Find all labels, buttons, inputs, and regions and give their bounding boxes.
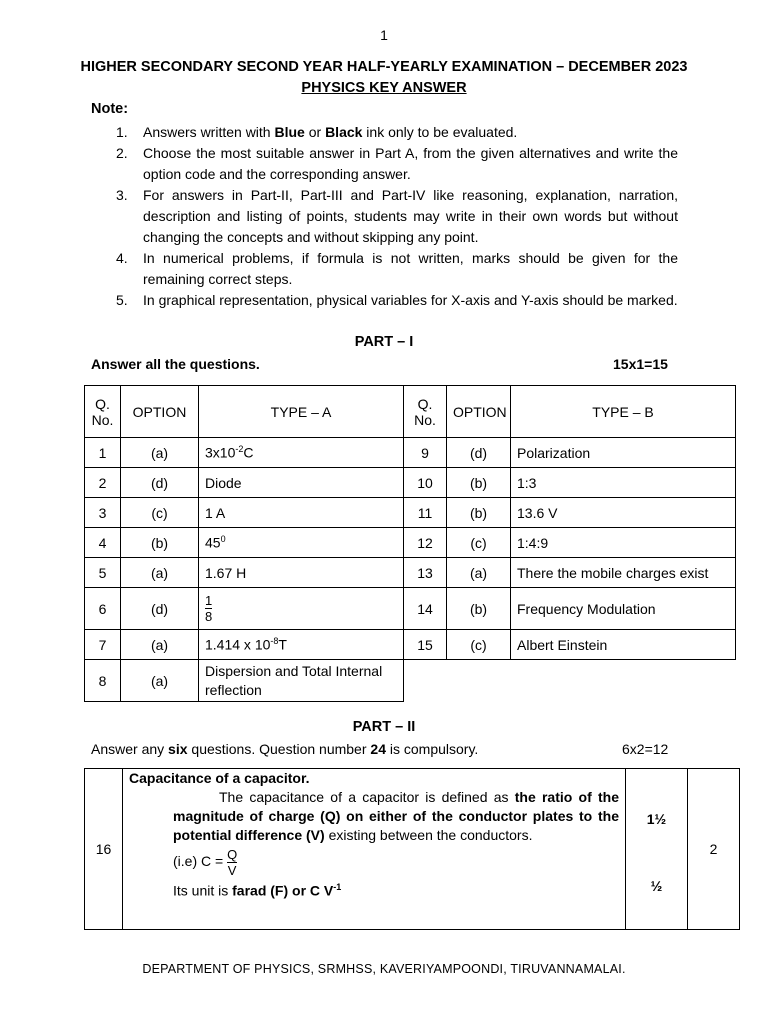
qno-cell: 4 (85, 528, 121, 558)
definition-text: The capacitance of a capacitor is defined as the ratio of the magnitude of charge (Q) on either of the conductor plates to the potential difference (V) existing between the conductors. (173, 789, 619, 843)
note-heading: Note: (91, 101, 129, 117)
marks-cell (626, 769, 688, 930)
table-row (85, 468, 736, 498)
note-item (116, 185, 678, 248)
option-header: OPTION (447, 386, 511, 438)
footer: DEPARTMENT OF PHYSICS, SRMHSS, KAVERIYAMPOONDI, TIRUVANNAMALAI. (142, 962, 626, 976)
answer-cell: 13.6 V (511, 498, 736, 528)
option-cell: (a) (121, 558, 199, 588)
option-cell: (c) (447, 528, 511, 558)
table-row (85, 769, 740, 930)
answer-cell: Diode (199, 468, 404, 498)
table-row (85, 630, 736, 660)
answer-cell: $3x10^{-2}C$ (199, 438, 404, 468)
fraction: $\frac{1}{8}$ (205, 593, 213, 624)
note-text: Answers written with (143, 124, 275, 140)
qno-cell: 15 (404, 630, 447, 660)
answer-cell: 1:3 (511, 468, 736, 498)
part2-title: PART – II (352, 719, 416, 735)
note-number: 4. (116, 250, 128, 266)
qno-header: Q. No. (404, 386, 447, 438)
part1-marks: 15x1=15 (613, 356, 668, 372)
option-cell: (b) (447, 498, 511, 528)
option-cell: (c) (447, 630, 511, 660)
unit-text: Its unit is farad (F) or C $V^{-1}$ (173, 882, 342, 899)
qno-cell: 7 (85, 630, 121, 660)
answer-cell: 1:4:9 (511, 528, 736, 558)
option-cell: (d) (121, 468, 199, 498)
option-cell: (a) (121, 630, 199, 660)
answer-cell (123, 769, 626, 930)
note-bold-text: Blue (274, 124, 305, 140)
qno-cell: 16 (85, 769, 123, 930)
total-marks-cell: 2 (688, 769, 740, 930)
empty-cell (447, 660, 511, 702)
qno-header: Q. No. (85, 386, 121, 438)
note-text: or (304, 124, 326, 140)
q16-table (84, 768, 740, 930)
table-row (85, 660, 736, 702)
answer-cell: 1 A (199, 498, 404, 528)
answer-cell: Frequency Modulation (511, 588, 736, 630)
option-cell: (a) (121, 438, 199, 468)
part1-table (84, 385, 736, 702)
qno-cell: 8 (85, 660, 121, 702)
table-row (85, 438, 736, 468)
answer-cell: Polarization (511, 438, 736, 468)
option-header: OPTION (121, 386, 199, 438)
note-text: In graphical representation, physical variables for X-axis and Y-axis should be marked. (143, 292, 678, 308)
answer-cell: 1.67 H (199, 558, 404, 588)
note-item (116, 143, 678, 185)
part2-instruction: Answer any six questions. Question number 24 is compulsory. (91, 741, 479, 757)
exam-title: HIGHER SECONDARY SECOND YEAR HALF-YEARLY EXAMINATION – DECEMBER 2023 (80, 59, 688, 75)
qno-cell: 3 (85, 498, 121, 528)
note-bold-text: Black (325, 124, 363, 140)
answer-cell: $45^0$ (199, 528, 404, 558)
part1-instruction: Answer all the questions. (91, 356, 260, 372)
note-item (116, 122, 678, 143)
mark-value: ½ (650, 878, 663, 894)
qno-cell: 13 (404, 558, 447, 588)
type-b-header: TYPE – B (511, 386, 736, 438)
note-number: 1. (116, 124, 128, 140)
qno-cell: 11 (404, 498, 447, 528)
formula: (i.e) C = $\frac{Q}{V}$ (173, 847, 238, 878)
part2-marks: 6x2=12 (622, 741, 669, 757)
mark-value: 1½ (646, 811, 667, 827)
note-number: 5. (116, 292, 128, 308)
type-a-header: TYPE – A (199, 386, 404, 438)
note-text: For answers in Part-II, Part-III and Part-IV like reasoning, explanation, narration, description and listing of points, students may write in their own words but without changing the concepts and without skipping any point. (143, 187, 678, 245)
note-item (116, 248, 678, 290)
qno-cell: 9 (404, 438, 447, 468)
answer-cell: 1.414 x $10^{-8}T$ (199, 630, 404, 660)
qno-cell: 10 (404, 468, 447, 498)
empty-cell (404, 660, 447, 702)
table-row (85, 588, 736, 630)
answer-cell: Albert Einstein (511, 630, 736, 660)
table-row (85, 558, 736, 588)
key-title: PHYSICS KEY ANSWER (301, 80, 467, 96)
option-cell: (b) (447, 468, 511, 498)
option-cell: (c) (121, 498, 199, 528)
page-number: 1 (380, 27, 388, 43)
fraction: $\frac{Q}{V}$ (227, 847, 238, 878)
qno-cell: 5 (85, 558, 121, 588)
answer-heading: Capacitance of a capacitor. (129, 770, 310, 786)
answer-cell: Dispersion and Total Internal reflection (199, 660, 404, 702)
table-row (85, 498, 736, 528)
part1-title: PART – I (354, 334, 414, 350)
note-text: ink only to be evaluated. (362, 124, 518, 140)
table-header-row (85, 386, 736, 438)
qno-cell: 6 (85, 588, 121, 630)
qno-cell: 14 (404, 588, 447, 630)
option-cell: (d) (447, 438, 511, 468)
notes-list (116, 122, 678, 311)
qno-cell: 1 (85, 438, 121, 468)
note-item (116, 290, 678, 311)
option-cell: (b) (121, 528, 199, 558)
option-cell: (b) (447, 588, 511, 630)
note-text: In numerical problems, if formula is not written, marks should be given for the remaining correct steps. (143, 250, 678, 287)
qno-cell: 12 (404, 528, 447, 558)
table-row (85, 528, 736, 558)
qno-cell: 2 (85, 468, 121, 498)
answer-cell: There the mobile charges exist (511, 558, 736, 588)
note-number: 3. (116, 187, 128, 203)
empty-cell (511, 660, 736, 702)
option-cell: (d) (121, 588, 199, 630)
note-number: 2. (116, 145, 128, 161)
option-cell: (a) (121, 660, 199, 702)
answer-cell (199, 588, 404, 630)
note-text: Choose the most suitable answer in Part A, from the given alternatives and write the option code and the corresponding answer. (143, 145, 678, 182)
option-cell: (a) (447, 558, 511, 588)
